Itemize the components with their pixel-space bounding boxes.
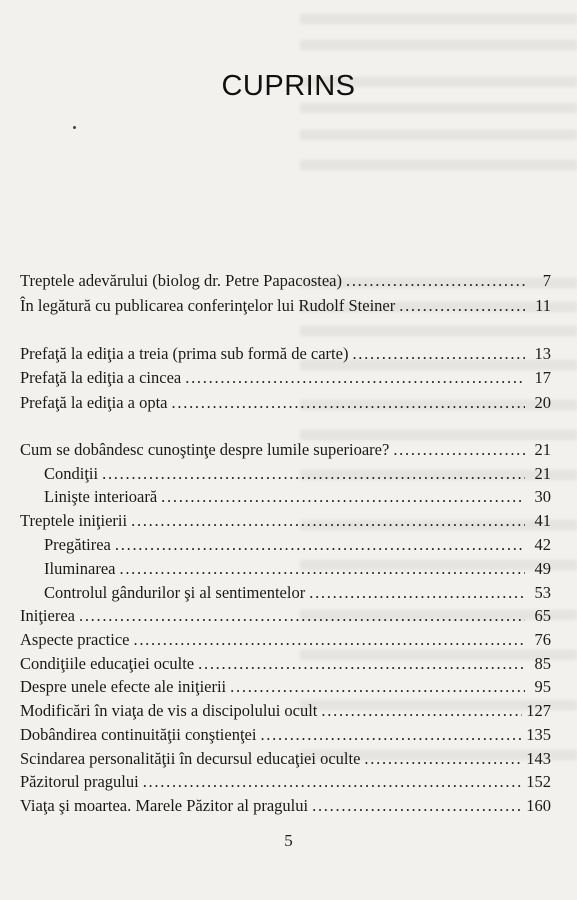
leader-dots [198,653,525,675]
toc-entry-title: Treptele adevărului (biolog dr. Petre Papacostea) [20,271,342,290]
toc-entry-title: Linişte interioară [44,487,158,506]
toc-entry[interactable] [20,748,551,770]
toc-entry[interactable] [20,676,551,698]
leader-dots [102,463,525,485]
toc-entry-title: Prefaţă la ediţia a treia (prima sub formă de carte) [20,344,349,363]
toc-entry-page: 11 [535,296,551,315]
toc-entry-title: Dobândirea continuităţii conştienţei [20,725,257,744]
toc-entry-title: Viaţa şi moartea. Marele Păzitor al pragului [20,796,309,815]
leader-dots [131,510,525,532]
toc-subentry[interactable] [20,463,551,485]
toc-entry[interactable] [20,439,551,461]
leader-dots [352,343,525,365]
leader-dots [115,534,525,556]
toc-entry[interactable] [20,295,551,317]
toc-entry-page: 21 [534,464,551,483]
leader-dots [312,795,522,817]
toc-entry-page: 41 [534,511,551,530]
toc-entry[interactable] [20,392,551,414]
toc-entry-page: 7 [542,271,551,290]
toc-entry-page: 95 [534,677,551,696]
toc-entry[interactable] [20,653,551,675]
leader-dots [393,439,525,461]
toc-entry-page: 143 [526,749,551,768]
toc-entry-title: Iluminarea [44,559,116,578]
leader-dots [133,629,525,651]
toc-entry-page: 20 [534,393,551,412]
toc-entry-title: Scindarea personalităţii în decursul educaţiei oculte [20,749,361,768]
toc-entry-page: 135 [526,725,551,744]
toc-entry-title: Pregătirea [44,535,111,554]
toc-entry-title: Păzitorul pragului [20,772,139,791]
toc-entry-page: 160 [526,796,551,815]
leader-dots [79,605,525,627]
toc-entry[interactable] [20,795,551,817]
toc-entry[interactable] [20,771,551,793]
toc-entry-title: Modificări în viaţa de vis a discipolului ocult [20,701,318,720]
leader-dots [346,270,525,292]
leader-dots [364,748,522,770]
toc-subentry[interactable] [20,558,551,580]
toc-entry-title: Treptele iniţierii [20,511,128,530]
toc-entry-title: Aspecte practice [20,630,130,649]
leader-dots [321,700,522,722]
toc-entry-title: Prefaţă la ediţia a opta [20,393,168,412]
toc-entry-page: 21 [534,440,551,459]
toc-entry-title: Condiţiile educaţiei oculte [20,654,195,673]
toc-entry-page: 30 [534,487,551,506]
toc-subentry[interactable] [20,582,551,604]
toc-subentry[interactable] [20,486,551,508]
toc-entry-title: Iniţierea [20,606,75,625]
toc-entry[interactable] [20,629,551,651]
leader-dots [161,486,525,508]
toc-entry[interactable] [20,343,551,365]
toc-entry-page: 76 [534,630,551,649]
leader-dots [119,558,525,580]
toc-entry[interactable] [20,700,551,722]
toc-entry-title: Despre unele efecte ale iniţierii [20,677,227,696]
toc-entry-page: 49 [534,559,551,578]
toc-entry-page: 85 [534,654,551,673]
toc-entry-page: 13 [534,344,551,363]
ink-speck [73,126,76,129]
toc-entry[interactable] [20,270,551,292]
toc-entry-page: 17 [534,368,551,387]
toc-entry-page: 65 [534,606,551,625]
toc-entry[interactable] [20,605,551,627]
toc-entry-title: Prefaţă la ediţia a cincea [20,368,182,387]
toc-entry-title: Condiţii [44,464,99,483]
toc-entry-page: 152 [526,772,551,791]
toc-entry-title: Cum se dobândesc cunoştinţe despre lumile superioare? [20,440,390,459]
toc-entry-page: 53 [534,583,551,602]
toc-entry-title: Controlul gândurilor şi al sentimentelor [44,583,306,602]
leader-dots [260,724,522,746]
toc-entry-page: 127 [526,701,551,720]
toc-entry-page: 42 [534,535,551,554]
toc-entry[interactable] [20,510,551,532]
toc-entry[interactable] [20,724,551,746]
toc-subentry[interactable] [20,534,551,556]
page-title: CUPRINS [221,70,356,102]
leader-dots [309,582,525,604]
leader-dots [143,771,523,793]
leader-dots [230,676,525,698]
toc-entry-title: În legătură cu publicarea conferinţelor lui Rudolf Steiner [20,296,396,315]
leader-dots [399,295,525,317]
leader-dots [172,392,525,414]
toc-entry[interactable] [20,367,551,389]
leader-dots [185,367,525,389]
page-number: 5 [284,831,293,850]
